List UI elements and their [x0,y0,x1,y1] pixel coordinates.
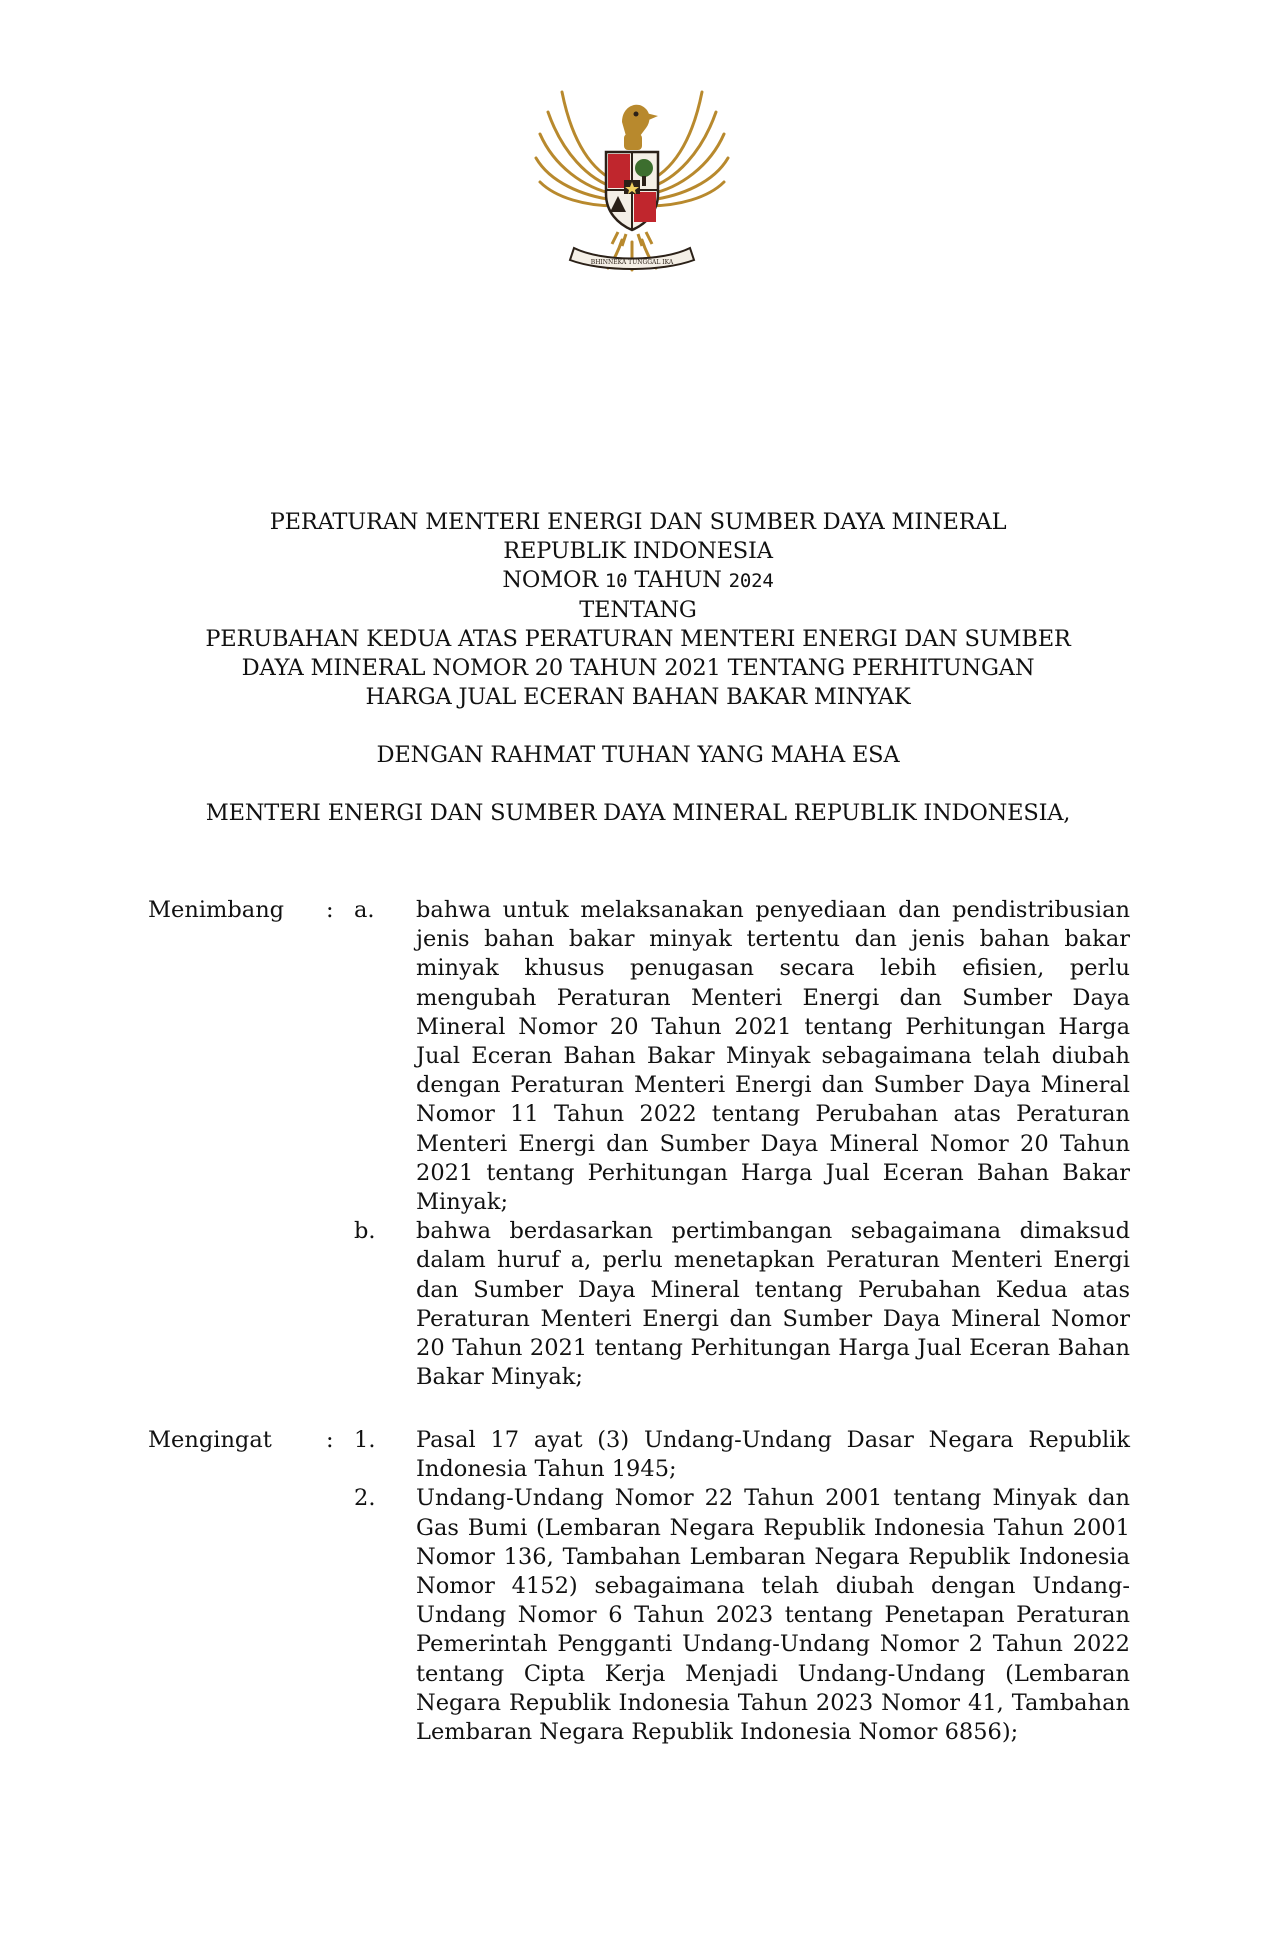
item-marker: a. [354,897,375,923]
menimbang-section [0,896,1276,1392]
svg-text:BHINNEKA TUNGGAL IKA: BHINNEKA TUNGGAL IKA [590,259,674,266]
tahun-label: TAHUN [634,567,722,593]
item-marker: b. [354,1218,376,1245]
mengingat-item-1 [0,1426,1276,1484]
tahun-value: 2024 [728,570,774,592]
regulation-title: PERATURAN MENTERI ENERGI DAN SUMBER DAYA MINERAL [269,509,1007,535]
mengingat-label: Mengingat [148,1427,272,1453]
subject-line-1: PERUBAHAN KEDUA ATAS PERATURAN MENTERI ENERGI DAN SUMBER [205,626,1071,652]
nomor-value: 10 [604,570,628,592]
tentang-label: TENTANG [579,597,697,623]
issuer-line: MENTERI ENERGI DAN SUMBER DAYA MINERAL REPUBLIK INDONESIA, [205,800,1071,826]
document-heading [120,508,1156,828]
menimbang-item-b [0,1217,1276,1392]
subject-line-2: DAYA MINERAL NOMOR 20 TAHUN 2021 TENTANG PERHITUNGAN [241,655,1035,681]
invocation: DENGAN RAHMAT TUHAN YANG MAHA ESA [376,742,900,768]
republic-line: REPUBLIK INDONESIA [503,538,773,564]
item-text: Undang-Undang Nomor 22 Tahun 2001 tentang Minyak dan Gas Bumi (Lembaran Negara Republik Indonesia Tahun 2001 Nomor 136, Tambahan Lembaran Negara Republik Indonesia Nomor 4152) sebagaimana telah diubah dengan Undang-Undang Nomor 6 Tahun 2023 tentang Penetapan Peraturan Pemerintah Pengganti Undang-Undang Nomor 2 Tahun 2022 tentang Cipta Kerja Menjadi Undang-Undang (Lembaran Negara Republik Indonesia Tahun 2023 Nomor 41, Tambahan Lembaran Negara Republik Indonesia Nomor 6856); [416,1485,1130,1746]
item-marker: 1. [354,1427,376,1453]
mengingat-section [0,1426,1276,1747]
item-text: bahwa berdasarkan pertimbangan sebagaimana dimaksud dalam huruf a, perlu menetapkan Peraturan Menteri Energi dan Sumber Daya Mineral tentang Perubahan Kedua atas Peraturan Menteri Energi dan Sumber Daya Mineral Nomor 20 Tahun 2021 tentang Perhitungan Harga Jual Eceran Bahan Bakar Minyak; [416,1218,1130,1391]
menimbang-item-a [0,896,1276,1217]
mengingat-colon: : [326,1427,334,1453]
garuda-emblem-icon [522,72,742,282]
item-text: bahwa untuk melaksanakan penyediaan dan pendistribusian jenis bahan bakar minyak tertentu dan jenis bahan bakar minyak khusus penugasan secara lebih efisien, perlu mengubah Peraturan Menteri Energi dan Sumber Daya Mineral Nomor 20 Tahun 2021 tentang Perhitungan Harga Jual Eceran Bahan Bakar Minyak sebagaimana telah diubah dengan Peraturan Menteri Energi dan Sumber Daya Mineral Nomor 11 Tahun 2022 tentang Perubahan atas Peraturan Menteri Energi dan Sumber Daya Mineral Nomor 20 Tahun 2021 tentang Perhitungan Harga Jual Eceran Bahan Bakar Minyak; [416,897,1130,1216]
subject-line-3: HARGA JUAL ECERAN BAHAN BAKAR MINYAK [365,684,911,710]
menimbang-label: Menimbang [148,897,285,923]
mengingat-item-2 [0,1484,1276,1747]
item-text: Pasal 17 ayat (3) Undang-Undang Dasar Negara Republik Indonesia Tahun 1945; [416,1427,1130,1483]
nomor-label: NOMOR [502,567,598,593]
regulation-number [120,566,1156,596]
menimbang-colon: : [326,897,334,923]
item-marker: 2. [354,1485,376,1512]
